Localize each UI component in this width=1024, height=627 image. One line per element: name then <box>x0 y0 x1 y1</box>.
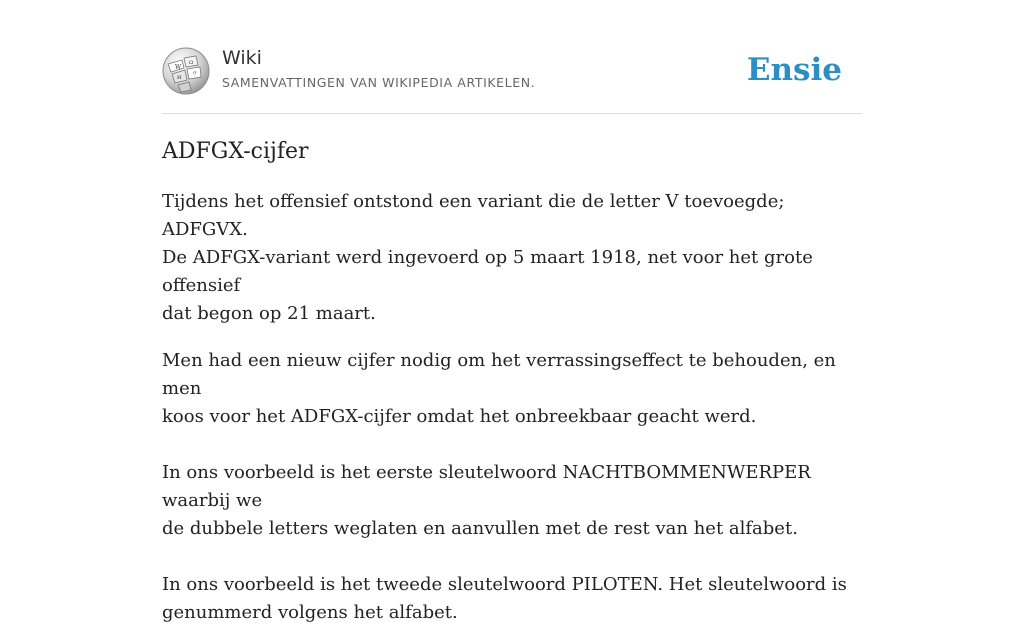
header-divider <box>162 113 862 114</box>
site-header <box>162 44 862 114</box>
article-paragraph: In ons voorbeeld is het eerste sleutelwoord NACHTBOMMENWERPER waarbij we de dubbele letters weglaten en aanvullen met de rest van het alfabet. <box>162 462 811 539</box>
svg-text:ウ: ウ <box>192 71 198 77</box>
article-paragraph: Tijdens het offensief ontstond een variant die de letter V toevoegde; ADFGVX. De ADFGX-variant werd ingevoerd op 5 maart 1918, net voor het grote offensief dat begon op 21 maart. <box>162 191 813 324</box>
wikipedia-globe-icon[interactable] <box>162 47 210 95</box>
article <box>162 136 862 627</box>
site-title[interactable]: Wiki <box>222 47 262 69</box>
ensie-brand-logo[interactable]: Ensie <box>746 52 842 88</box>
article-paragraph: Men had een nieuw cijfer nodig om het verrassingseffect te behouden, en men koos voor het ADFGX-cijfer omdat het onbreekbaar geacht werd. <box>162 350 836 427</box>
article-paragraph: In ons voorbeeld is het tweede sleutelwoord PILOTEN. Het sleutelwoord is genummerd volgens het alfabet. <box>162 574 847 623</box>
article-title: ADFGX-cijfer <box>162 139 309 164</box>
svg-text:W: W <box>175 64 182 71</box>
svg-text:И: И <box>177 75 182 81</box>
site-subtitle: SAMENVATTINGEN VAN WIKIPEDIA ARTIKELEN. <box>222 75 536 90</box>
svg-text:Ω: Ω <box>189 60 194 66</box>
